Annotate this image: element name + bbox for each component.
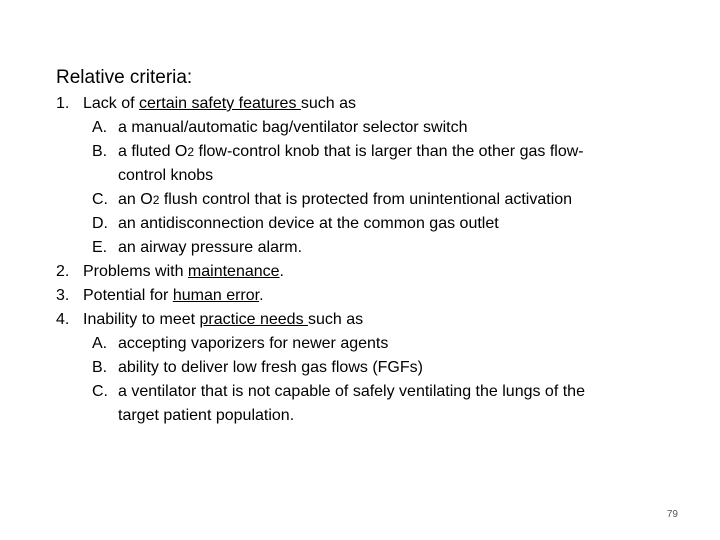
sub-list-item: [56, 332, 676, 356]
sub-list-item-text: an airway pressure alarm.: [118, 239, 303, 256]
sub-list-item: [56, 140, 676, 164]
sub-list-item-text: a manual/automatic bag/ventilator selector switch: [118, 119, 468, 136]
criteria-list: [56, 92, 676, 428]
sub-list-marker: A.: [92, 335, 108, 352]
list-item: [56, 92, 676, 116]
list-item: [56, 284, 676, 308]
sub-list-item-text: an antidisconnection device at the common gas outlet: [118, 215, 499, 232]
list-marker: 2.: [56, 263, 70, 280]
page-number: 79: [666, 509, 678, 520]
underlined-term: practice needs: [199, 311, 309, 328]
sub-list-item-text: a ventilator that is not capable of safely ventilating the lungs of the: [118, 383, 585, 400]
sub-list-item-text: a fluted O2 flow-control knob that is larger than the other gas flow-: [118, 143, 584, 160]
sub-list-item-continuation: control knobs: [118, 167, 214, 184]
subscript-digit: 2: [187, 145, 195, 159]
subscript-digit: 2: [152, 193, 160, 207]
list-item: [56, 260, 676, 284]
list-item: [56, 308, 676, 332]
list-item-text: Lack of certain safety features such as: [83, 95, 357, 112]
sub-list-marker: D.: [92, 215, 108, 232]
underlined-term: certain safety features: [139, 95, 301, 112]
sub-list-marker: E.: [92, 239, 108, 256]
sub-list-item-continuation: target patient population.: [118, 407, 295, 424]
sub-list-item: [56, 236, 676, 260]
list-item-text: Problems with maintenance.: [83, 263, 284, 280]
sub-list-marker: B.: [92, 359, 108, 376]
sub-list-item: [56, 116, 676, 140]
list-marker: 1.: [56, 95, 70, 112]
sub-list-item: [56, 212, 676, 236]
underlined-term: maintenance: [187, 263, 280, 280]
list-item-text: Inability to meet practice needs such as: [83, 311, 364, 328]
underlined-term: human error: [172, 287, 260, 304]
sub-list-item: [56, 380, 676, 404]
list-marker: 4.: [56, 311, 70, 328]
list-item-text: Potential for human error.: [83, 287, 264, 304]
sub-list-item-text: ability to deliver low fresh gas flows (FGFs): [118, 359, 423, 376]
sub-list-marker: B.: [92, 143, 108, 160]
sub-list-item: [56, 356, 676, 380]
sub-list-marker: A.: [92, 119, 108, 136]
sub-list-marker: C.: [92, 383, 108, 400]
list-marker: 3.: [56, 287, 70, 304]
sub-list-item-text: accepting vaporizers for newer agents: [118, 335, 389, 352]
sub-list-marker: C.: [92, 191, 108, 208]
slide-heading: Relative criteria:: [56, 67, 193, 88]
sub-list-item-text: an O2 flush control that is protected from unintentional activation: [118, 191, 573, 208]
sub-list-item: [56, 188, 676, 212]
